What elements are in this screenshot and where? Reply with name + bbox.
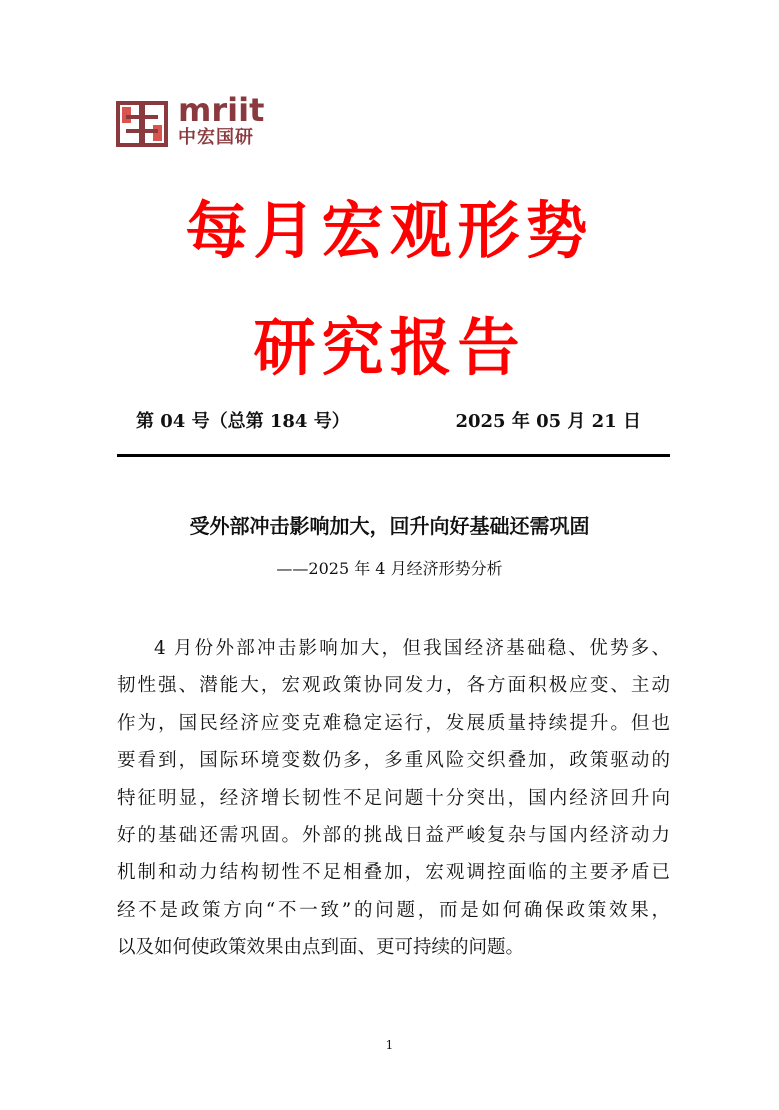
report-date: 2025 年 05 月 21 日 <box>455 411 641 432</box>
report-title-line1: 每月宏观形势 <box>185 194 594 267</box>
logo-brand-cn: 中宏国研 <box>178 127 254 148</box>
page-number: 1 <box>385 1038 394 1052</box>
body-line: 特征明显，经济增长韧性不足问题十分突出，国内经济回升向 <box>117 787 670 809</box>
logo-brand-en: mriit <box>178 91 265 129</box>
body-line: 要看到，国际环境变数仍多，多重风险交织叠加，政策驱动的 <box>117 750 670 772</box>
mriit-logo-icon <box>116 101 168 147</box>
report-title-line2: 研究报告 <box>253 311 526 384</box>
header-divider <box>117 454 670 457</box>
body-line: 以及如何使政策效果由点到面、更可持续的问题。 <box>117 937 525 959</box>
body-line: 4 月份外部冲击影响加大，但我国经济基础稳、优势多、 <box>154 638 670 659</box>
article-subheadline: ——2025 年 4 月经济形势分析 <box>276 559 503 578</box>
article-body <box>117 634 670 971</box>
body-line: 作为，国民经济应变克难稳定运行，发展质量持续提升。但也 <box>117 712 670 734</box>
body-line: 好的基础还需巩固。外部的挑战日益严峻复杂与国内经济动力 <box>117 824 670 846</box>
article-headline: 受外部冲击影响加大，回升向好基础还需巩固 <box>189 514 590 538</box>
body-line: 韧性强、潜能大，宏观政策协同发力，各方面积极应变、主动 <box>117 675 670 697</box>
body-line: 机制和动力结构韧性不足相叠加，宏观调控面临的主要矛盾已 <box>117 862 670 884</box>
issue-number: 第 04 号（总第 184 号） <box>136 411 350 432</box>
body-line: 经不是政策方向“不一致”的问题，而是如何确保政策效果， <box>117 899 670 921</box>
mriit-logo <box>116 91 276 151</box>
